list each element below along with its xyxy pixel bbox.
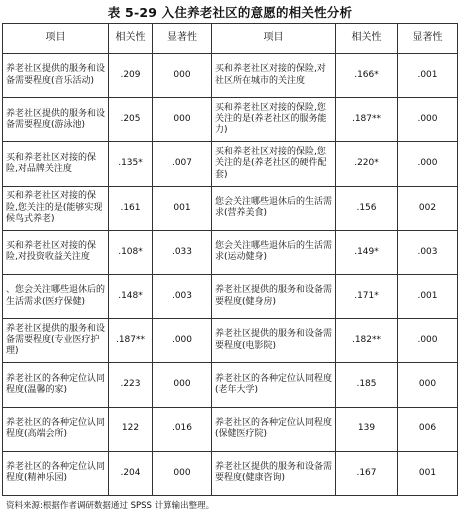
- correlation-cell-right: .187**: [336, 98, 398, 142]
- item-cell-right: 您会关注哪些退休后的生活需求(运动健身): [212, 230, 336, 274]
- item-cell-right: 养老社区的各种定位认同程度(老年大学): [212, 363, 336, 407]
- significance-cell-left: .016: [153, 407, 212, 451]
- correlation-cell-right: .166*: [336, 54, 398, 98]
- header-row: [3, 24, 458, 54]
- significance-cell-right: .003: [398, 230, 458, 274]
- correlation-cell-left: .161: [109, 186, 153, 230]
- correlation-cell-right: .185: [336, 363, 398, 407]
- table-row: [3, 186, 458, 230]
- correlation-cell-right: .220*: [336, 142, 398, 186]
- item-cell-right: 养老社区提供的服务和设备需要程度(电影院): [212, 319, 336, 363]
- significance-cell-right: 002: [398, 186, 458, 230]
- table-row: [3, 230, 458, 274]
- significance-cell-left: 000: [153, 54, 212, 98]
- item-cell-right: 买和养老社区对接的保险,您关注的是(养老社区的硬件配套): [212, 142, 336, 186]
- item-cell-right: 买和养老社区对接的保险,对社区所在城市的关注度: [212, 54, 336, 98]
- item-cell-left: 买和养老社区对接的保险,对投资收益关注度: [3, 230, 109, 274]
- significance-cell-left: .007: [153, 142, 212, 186]
- correlation-cell-right: .171*: [336, 274, 398, 318]
- significance-cell-left: 001: [153, 186, 212, 230]
- header-item-right: 项目: [212, 24, 336, 54]
- significance-cell-left: 000: [153, 451, 212, 495]
- correlation-cell-left: .148*: [109, 274, 153, 318]
- significance-cell-left: 000: [153, 98, 212, 142]
- item-cell-left: 养老社区提供的服务和设备需要程度(音乐活动): [3, 54, 109, 98]
- correlation-cell-right: .156: [336, 186, 398, 230]
- significance-cell-left: .033: [153, 230, 212, 274]
- table-row: [3, 54, 458, 98]
- correlation-cell-left: .209: [109, 54, 153, 98]
- correlation-cell-left: .108*: [109, 230, 153, 274]
- table-row: [3, 142, 458, 186]
- significance-cell-right: 001: [398, 451, 458, 495]
- item-cell-left: 养老社区提供的服务和设备需要程度(游泳池): [3, 98, 109, 142]
- correlation-cell-left: .205: [109, 98, 153, 142]
- correlation-cell-right: .182**: [336, 319, 398, 363]
- item-cell-left: 买和养老社区对接的保险,您关注的是(能够实现候鸟式养老): [3, 186, 109, 230]
- correlation-cell-right: .149*: [336, 230, 398, 274]
- table-row: [3, 274, 458, 318]
- significance-cell-right: .000: [398, 142, 458, 186]
- significance-cell-right: 000: [398, 363, 458, 407]
- header-corr-right: 相关性: [336, 24, 398, 54]
- item-cell-left: 、您会关注哪些退休后的生活需求(医疗保健): [3, 274, 109, 318]
- table-title: 表 5-29 入住养老社区的意愿的相关性分析: [107, 5, 353, 20]
- table-row: [3, 363, 458, 407]
- correlation-cell-left: .223: [109, 363, 153, 407]
- significance-cell-right: .001: [398, 274, 458, 318]
- header-sig-right: 显著性: [398, 24, 458, 54]
- correlation-cell-left: .187**: [109, 319, 153, 363]
- item-cell-left: 养老社区的各种定位认同程度(精神乐园): [3, 451, 109, 495]
- correlation-cell-left: .204: [109, 451, 153, 495]
- significance-cell-left: 000: [153, 363, 212, 407]
- correlation-cell-left: 122: [109, 407, 153, 451]
- header-sig-left: 显著性: [153, 24, 212, 54]
- item-cell-right: 养老社区提供的服务和设备需要程度(健康咨询): [212, 451, 336, 495]
- item-cell-right: 养老社区提供的服务和设备需要程度(健身房): [212, 274, 336, 318]
- item-cell-right: 买和养老社区对接的保险,您关注的是(养老社区的服务能力): [212, 98, 336, 142]
- significance-cell-right: .000: [398, 98, 458, 142]
- significance-cell-right: .000: [398, 319, 458, 363]
- correlation-table: [2, 23, 458, 496]
- header-item-left: 项目: [3, 24, 109, 54]
- item-cell-right: 养老社区的各种定位认同程度(保健医疗院): [212, 407, 336, 451]
- item-cell-left: 养老社区的各种定位认同程度(温馨的家): [3, 363, 109, 407]
- significance-cell-right: 006: [398, 407, 458, 451]
- header-corr-left: 相关性: [109, 24, 153, 54]
- table-row: [3, 98, 458, 142]
- table-row: [3, 319, 458, 363]
- significance-cell-left: .000: [153, 319, 212, 363]
- item-cell-left: 养老社区提供的服务和设备需要程度(专业医疗护理): [3, 319, 109, 363]
- item-cell-left: 养老社区的各种定位认同程度(高端会所): [3, 407, 109, 451]
- significance-cell-right: .001: [398, 54, 458, 98]
- source-note: 资料来源:根据作者调研数据通过 SPSS 计算输出整理。: [6, 501, 215, 511]
- significance-cell-left: .003: [153, 274, 212, 318]
- item-cell-left: 买和养老社区对接的保险,对品牌关注度: [3, 142, 109, 186]
- correlation-cell-right: 139: [336, 407, 398, 451]
- correlation-cell-left: .135*: [109, 142, 153, 186]
- table-row: [3, 407, 458, 451]
- correlation-cell-right: .167: [336, 451, 398, 495]
- item-cell-right: 您会关注哪些退休后的生活需求(营养美食): [212, 186, 336, 230]
- table-row: [3, 451, 458, 495]
